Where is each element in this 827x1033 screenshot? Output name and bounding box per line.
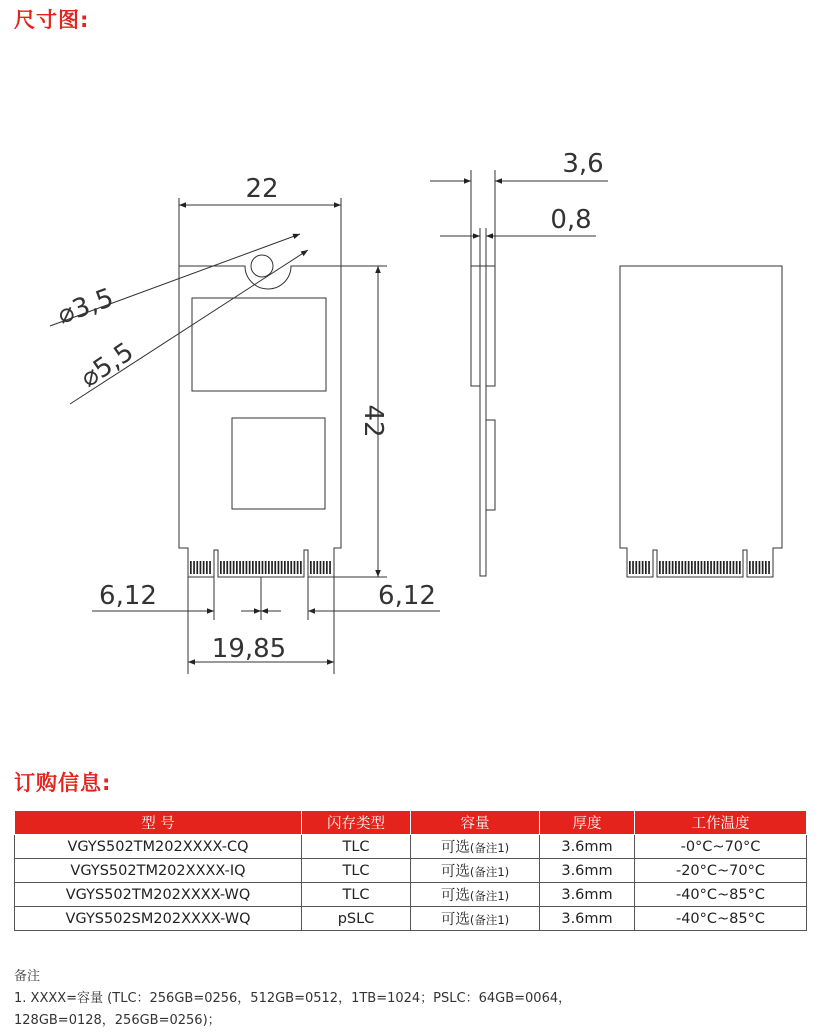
- header-capacity: 容量: [411, 811, 540, 835]
- connector-pin: [206, 561, 208, 574]
- connector-pin: [710, 561, 712, 574]
- connector-pin: [323, 561, 325, 574]
- dimension-drawing: [0, 120, 827, 690]
- connector-pin: [691, 561, 693, 574]
- connector-pin: [287, 561, 289, 574]
- connector-pin: [639, 561, 641, 574]
- connector-pin: [685, 561, 687, 574]
- connector-pin: [681, 561, 683, 574]
- connector-pin: [688, 561, 690, 574]
- connector-pin: [749, 561, 751, 574]
- connector-pin: [739, 561, 741, 574]
- dim-width-text: 22: [245, 174, 279, 204]
- connector-pin: [196, 561, 198, 574]
- capacity-note: (备注1): [469, 913, 510, 927]
- notes-line-1: 1. XXXX=容量 (TLC：256GB=0256，512GB=0512，1TB=1024；PSLC：64GB=0064，: [14, 991, 572, 1006]
- capacity-value: 可选: [440, 888, 470, 904]
- cell-temp: -0°C~70°C: [635, 835, 807, 859]
- connector-pin: [662, 561, 664, 574]
- connector-pin: [265, 561, 267, 574]
- connector-pin: [635, 561, 637, 574]
- connector-pin: [632, 561, 634, 574]
- connector-pin: [220, 561, 222, 574]
- capacity-value: 可选: [440, 864, 470, 880]
- notes-title: 备注: [14, 969, 41, 984]
- cell-thickness: 3.6mm: [540, 835, 635, 859]
- cell-flash: TLC: [302, 859, 411, 883]
- connector-pin: [193, 561, 195, 574]
- cell-capacity: [411, 907, 540, 931]
- connector-pin: [320, 561, 322, 574]
- connector-pin: [704, 561, 706, 574]
- connector-pin: [239, 561, 241, 574]
- connector-pin: [274, 561, 276, 574]
- header-thickness: 厚度: [540, 811, 635, 835]
- dim-length-text: 42: [358, 404, 388, 438]
- connector-pin: [672, 561, 674, 574]
- chip-bottom: [232, 418, 325, 509]
- cell-flash: TLC: [302, 835, 411, 859]
- ordering-table: [14, 811, 807, 931]
- header-model: 型 号: [15, 811, 302, 835]
- connector-pin: [762, 561, 764, 574]
- notes-section: [14, 966, 571, 1032]
- connector-pin: [278, 561, 280, 574]
- connector-pin: [316, 561, 318, 574]
- connector-pin: [723, 561, 725, 574]
- cell-capacity: [411, 835, 540, 859]
- connector-pin: [765, 561, 767, 574]
- capacity-value: 可选: [440, 840, 470, 856]
- cell-temp: -40°C~85°C: [635, 907, 807, 931]
- cell-temp: -20°C~70°C: [635, 859, 807, 883]
- connector-pin: [759, 561, 761, 574]
- table-row: [15, 859, 807, 883]
- connector-pin: [255, 561, 257, 574]
- connector-pin: [271, 561, 273, 574]
- cell-temp: -40°C~85°C: [635, 883, 807, 907]
- connector-pin: [297, 561, 299, 574]
- capacity-note: (备注1): [469, 889, 510, 903]
- cell-thickness: 3.6mm: [540, 907, 635, 931]
- table-header-row: [15, 811, 807, 835]
- connector-pin: [226, 561, 228, 574]
- connector-pin: [329, 561, 331, 574]
- cell-thickness: 3.6mm: [540, 883, 635, 907]
- connector-pin: [768, 561, 770, 574]
- connector-pins-back: [629, 561, 770, 574]
- capacity-value: 可选: [440, 912, 470, 928]
- connector-pin: [310, 561, 312, 574]
- connector-pin: [752, 561, 754, 574]
- connector-pin: [242, 561, 244, 574]
- cell-thickness: 3.6mm: [540, 859, 635, 883]
- connector-pin: [203, 561, 205, 574]
- connector-pin: [736, 561, 738, 574]
- connector-pin: [268, 561, 270, 574]
- capacity-note: (备注1): [469, 865, 510, 879]
- connector-pin: [707, 561, 709, 574]
- connector-pin: [294, 561, 296, 574]
- connector-pin: [659, 561, 661, 574]
- dimensions-heading: 尺寸图:: [14, 8, 90, 32]
- connector-pin: [713, 561, 715, 574]
- table-row: [15, 907, 807, 931]
- cell-model: VGYS502TM202XXXX-WQ: [15, 883, 302, 907]
- ordering-heading: 订购信息:: [14, 771, 112, 795]
- connector-pin: [281, 561, 283, 574]
- connector-pin: [262, 561, 264, 574]
- connector-pin: [729, 561, 731, 574]
- connector-pin: [190, 561, 192, 574]
- connector-pin: [252, 561, 254, 574]
- connector-pin: [236, 561, 238, 574]
- connector-pin: [645, 561, 647, 574]
- dim-key-left-text: 6,12: [99, 581, 157, 611]
- connector-pin: [755, 561, 757, 574]
- dim-hole-large-text: ⌀5,5: [75, 336, 140, 394]
- connector-pin: [669, 561, 671, 574]
- dim-thickness-text: 3,6: [562, 149, 604, 179]
- cell-model: VGYS502SM202XXXX-WQ: [15, 907, 302, 931]
- connector-pin: [313, 561, 315, 574]
- connector-pin: [701, 561, 703, 574]
- connector-pin: [733, 561, 735, 574]
- table-row: [15, 835, 807, 859]
- connector-pin: [717, 561, 719, 574]
- cell-capacity: [411, 859, 540, 883]
- header-temp: 工作温度: [635, 811, 807, 835]
- connector-pin: [642, 561, 644, 574]
- dim-connector-text: 19,85: [211, 634, 287, 664]
- dim-pcb-text: 0,8: [550, 205, 592, 235]
- connector-pin: [629, 561, 631, 574]
- cell-model: VGYS502TM202XXXX-IQ: [15, 859, 302, 883]
- cell-capacity: [411, 883, 540, 907]
- connector-pin: [675, 561, 677, 574]
- connector-pin: [209, 561, 211, 574]
- connector-pin: [200, 561, 202, 574]
- notes-line-2: 128GB=0128，256GB=0256)；: [14, 1013, 221, 1028]
- connector-pin: [678, 561, 680, 574]
- table-row: [15, 883, 807, 907]
- connector-pin: [233, 561, 235, 574]
- capacity-note: (备注1): [469, 841, 510, 855]
- dim-hole-small-text: ⌀3,5: [53, 282, 118, 331]
- connector-pin: [326, 561, 328, 574]
- connector-pin: [697, 561, 699, 574]
- connector-pin: [258, 561, 260, 574]
- connector-pin: [694, 561, 696, 574]
- cell-flash: pSLC: [302, 907, 411, 931]
- cell-flash: TLC: [302, 883, 411, 907]
- connector-pins-front: [190, 561, 331, 574]
- connector-pin: [230, 561, 232, 574]
- connector-pin: [726, 561, 728, 574]
- connector-pin: [665, 561, 667, 574]
- mounting-hole: [251, 255, 273, 277]
- connector-pin: [290, 561, 292, 574]
- connector-pin: [284, 561, 286, 574]
- back-view: [620, 266, 782, 577]
- connector-pin: [249, 561, 251, 574]
- dim-key-right-text: 6,12: [378, 581, 436, 611]
- connector-pin: [246, 561, 248, 574]
- connector-pin: [300, 561, 302, 574]
- connector-pin: [223, 561, 225, 574]
- header-flash: 闪存类型: [302, 811, 411, 835]
- cell-model: VGYS502TM202XXXX-CQ: [15, 835, 302, 859]
- connector-pin: [720, 561, 722, 574]
- connector-pin: [648, 561, 650, 574]
